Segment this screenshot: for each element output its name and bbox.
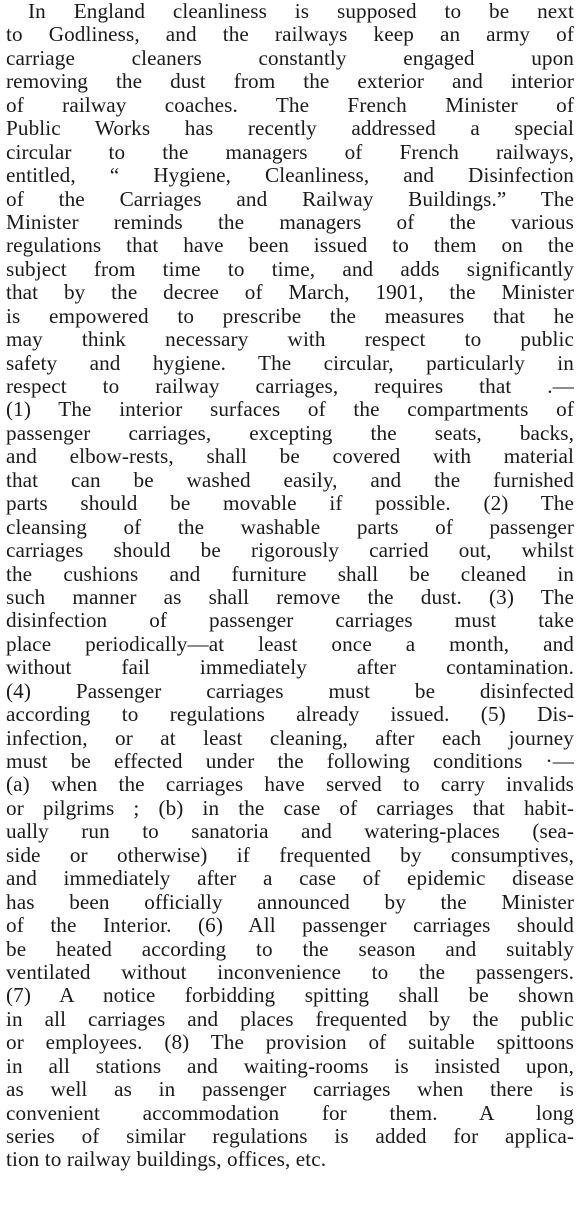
text-line: tion to railway buildings, offices, etc.: [6, 1148, 327, 1172]
text-line: carriage cleaners constantly engaged upon: [6, 46, 574, 70]
text-line: be heated according to the season and suitably: [6, 937, 574, 961]
text-line: Minister reminds the managers of the various: [6, 210, 574, 234]
text-line: in all stations and waiting-rooms is insisted upon,: [6, 1054, 574, 1078]
text-line: cleansing of the washable parts of passenger: [6, 515, 574, 539]
text-line: in all carriages and places frequented by the public: [6, 1007, 574, 1031]
text-line: disinfection of passenger carriages must take: [6, 609, 574, 633]
text-line: (1) The interior surfaces of the compartments of: [6, 398, 574, 422]
text-line: (4) Passenger carriages must be disinfected: [6, 679, 574, 703]
text-line: ually run to sanatoria and watering-places (sea-: [6, 820, 574, 844]
text-line: entitled, “ Hygiene, Cleanliness, and Disinfection: [6, 164, 574, 188]
text-line: infection, or at least cleaning, after each journey: [6, 726, 574, 750]
text-line: safety and hygiene. The circular, particularly in: [6, 351, 574, 375]
text-line: of railway coaches. The French Minister of: [6, 93, 574, 117]
text-line: carriages should be rigorously carried out, whilst: [6, 539, 574, 563]
text-line: that by the decree of March, 1901, the Minister: [6, 281, 574, 305]
text-line: ventilated without inconvenience to the passengers.: [6, 960, 574, 984]
text-line: as well as in passenger carriages when there is: [6, 1078, 574, 1102]
text-line: circular to the managers of French railways,: [6, 140, 574, 164]
text-line: of the Carriages and Railway Buildings.” The: [6, 187, 574, 211]
text-line: must be effected under the following conditions ·—: [6, 750, 574, 773]
text-line: or employees. (8) The provision of suitable spittoons: [6, 1031, 574, 1055]
text-line: the cushions and furniture shall be cleaned in: [6, 562, 574, 586]
text-line: is empowered to prescribe the measures that he: [6, 304, 574, 328]
text-line: series of similar regulations is added for applica-: [6, 1125, 574, 1148]
text-line: may think necessary with respect to public: [6, 328, 574, 352]
text-line: (a) when the carriages have served to carry invalids: [6, 773, 574, 797]
article-body: [6, 0, 574, 1172]
text-line: In England cleanliness is supposed to be next: [28, 0, 574, 23]
text-line: without fail immediately after contamination.: [6, 656, 574, 680]
text-line: (7) A notice forbidding spitting shall be shown: [6, 984, 574, 1008]
text-line: has been officially announced by the Minister: [6, 890, 574, 914]
text-line: that can be washed easily, and the furnished: [6, 468, 574, 492]
text-line: and elbow-rests, shall be covered with material: [6, 445, 574, 469]
text-line: side or otherwise) if frequented by consumptives,: [6, 843, 574, 867]
text-line: parts should be movable if possible. (2) The: [6, 492, 574, 516]
text-line: respect to railway carriages, requires that .—: [6, 375, 574, 398]
text-line: of the Interior. (6) All passenger carriages should: [6, 914, 574, 938]
text-line: and immediately after a case of epidemic disease: [6, 867, 574, 891]
text-line: removing the dust from the exterior and interior: [6, 70, 574, 94]
text-line: regulations that have been issued to them on the: [6, 234, 574, 258]
text-line: subject from time to time, and adds significantly: [6, 257, 574, 281]
text-line: according to regulations already issued. (5) Dis-: [6, 703, 574, 727]
text-line: place periodically—at least once a month, and: [6, 632, 574, 656]
text-line: or pilgrims ; (b) in the case of carriages that habit-: [6, 796, 574, 820]
text-line: convenient accommodation for them. A long: [6, 1101, 574, 1125]
text-line: Public Works has recently addressed a special: [6, 117, 574, 141]
text-line: such manner as shall remove the dust. (3) The: [6, 585, 574, 609]
text-line: passenger carriages, excepting the seats, backs,: [6, 421, 574, 445]
text-line: to Godliness, and the railways keep an army of: [6, 23, 574, 47]
